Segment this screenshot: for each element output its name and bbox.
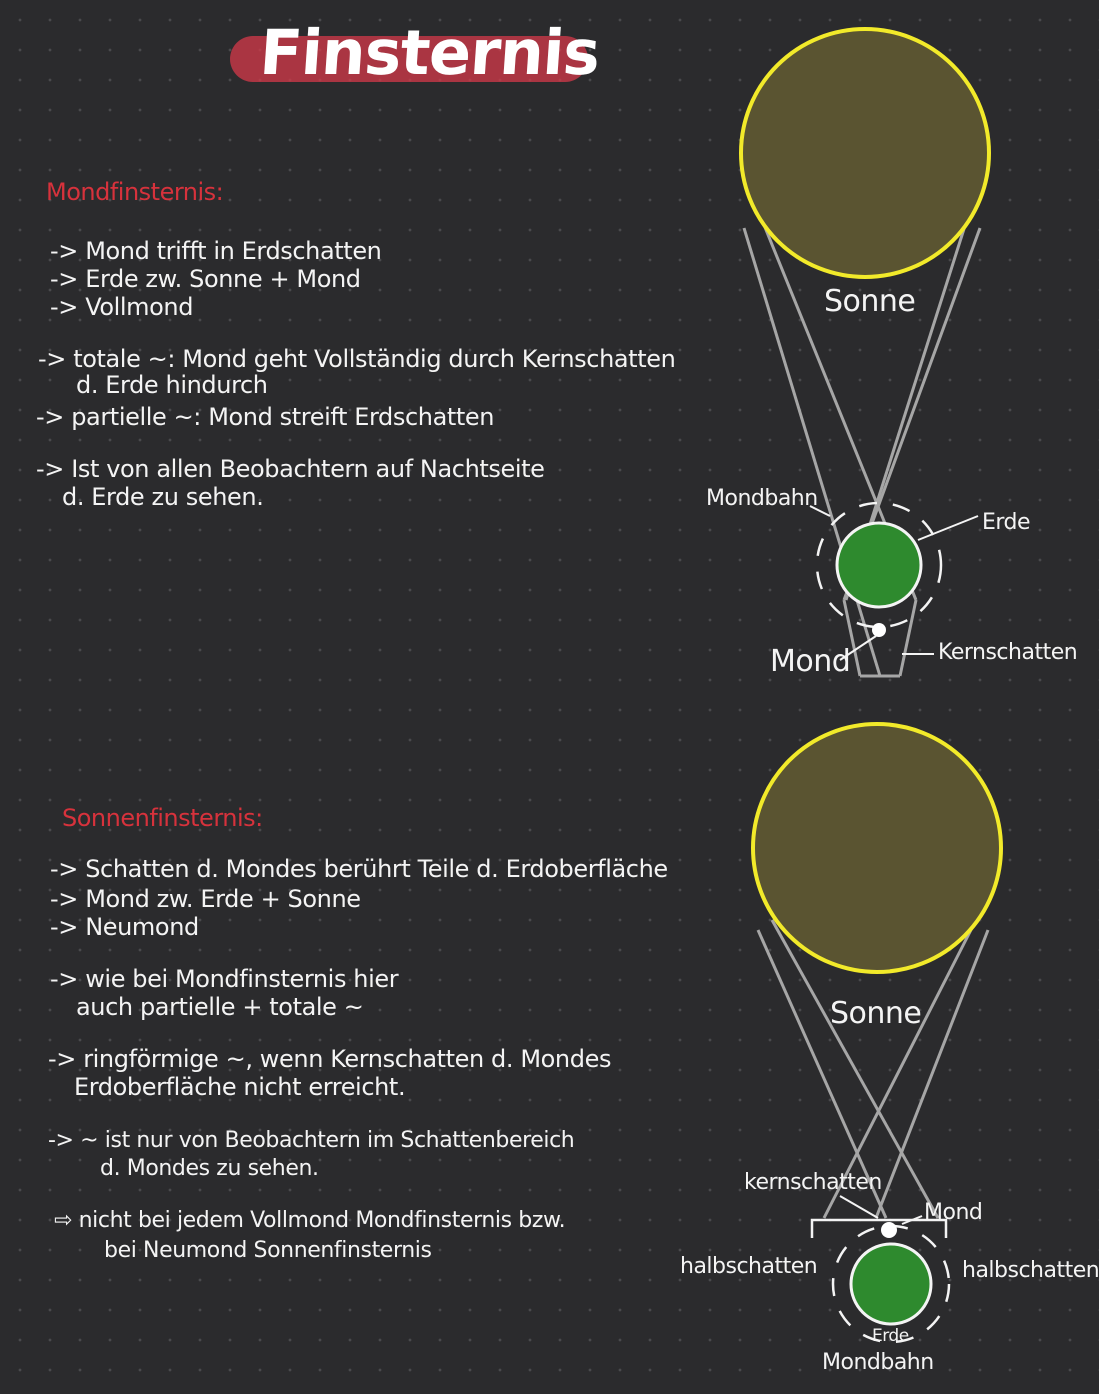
- sun-shape: [753, 724, 1001, 972]
- note-line: bei Neumond Sonnenfinsternis: [104, 1238, 432, 1263]
- earth-shape: [851, 1244, 931, 1324]
- pointer-line: [918, 516, 978, 540]
- label-kernschatten: kernschatten: [744, 1170, 882, 1195]
- label-mondbahn: Mondbahn: [706, 486, 818, 511]
- umbra-edge: [900, 600, 916, 676]
- label-sonne: Sonne: [824, 284, 916, 319]
- heading-sonnenfinsternis: Sonnenfinsternis:: [62, 804, 263, 832]
- label-halbschatten-left: halbschatten: [680, 1254, 818, 1279]
- note-line: d. Erde hindurch: [76, 371, 268, 399]
- heading-mondfinsternis: Mondfinsternis:: [46, 178, 224, 206]
- note-line: -> Ist von allen Beobachtern auf Nachtseite: [36, 455, 545, 483]
- label-halbschatten-right: halbschatten: [962, 1258, 1099, 1283]
- note-line: -> ~ ist nur von Beobachtern im Schattenbereich: [48, 1128, 575, 1153]
- note-line: -> ringförmige ~, wenn Kernschatten d. Mondes: [48, 1045, 612, 1073]
- pointer-line: [840, 1196, 878, 1218]
- note-line: -> Erde zw. Sonne + Mond: [50, 265, 361, 293]
- note-line: -> wie bei Mondfinsternis hier: [50, 965, 399, 993]
- note-line: -> Mond trifft in Erdschatten: [50, 237, 382, 265]
- eclipse-diagrams: [680, 40, 1099, 1394]
- note-line: d. Mondes zu sehen.: [100, 1156, 319, 1181]
- label-erde: Erde: [872, 1326, 909, 1346]
- moon-shape: [872, 623, 886, 637]
- note-line: -> totale ~: Mond geht Vollständig durch Kernschatten: [38, 345, 676, 373]
- note-line: ⇨ nicht bei jedem Vollmond Mondfinsternis bzw.: [54, 1208, 566, 1233]
- note-line: -> Mond zw. Erde + Sonne: [50, 885, 361, 913]
- note-line: auch partielle + totale ~: [76, 993, 364, 1021]
- note-line: d. Erde zu sehen.: [62, 483, 264, 511]
- solar-eclipse-diagram: [753, 724, 1001, 1342]
- note-line: Erdoberfläche nicht erreicht.: [74, 1073, 406, 1101]
- label-erde: Erde: [982, 510, 1031, 535]
- shadow-line: [876, 930, 988, 1218]
- label-kernschatten: Kernschatten: [938, 640, 1078, 665]
- note-line: -> Schatten d. Mondes berührt Teile d. Erdoberfläche: [50, 855, 668, 883]
- note-line: -> Neumond: [50, 913, 199, 941]
- label-sonne: Sonne: [830, 996, 922, 1031]
- lunar-eclipse-diagram: [741, 29, 989, 676]
- moon-shape: [881, 1222, 897, 1238]
- label-mondbahn: Mondbahn: [822, 1350, 934, 1375]
- label-mond: Mond: [770, 644, 851, 679]
- earth-shape: [837, 523, 921, 607]
- note-line: -> partielle ~: Mond streift Erdschatten: [36, 403, 495, 431]
- note-line: -> Vollmond: [50, 293, 194, 321]
- label-mond: Mond: [924, 1200, 983, 1225]
- sun-shape: [741, 29, 989, 277]
- page-title: Finsternis: [257, 16, 602, 89]
